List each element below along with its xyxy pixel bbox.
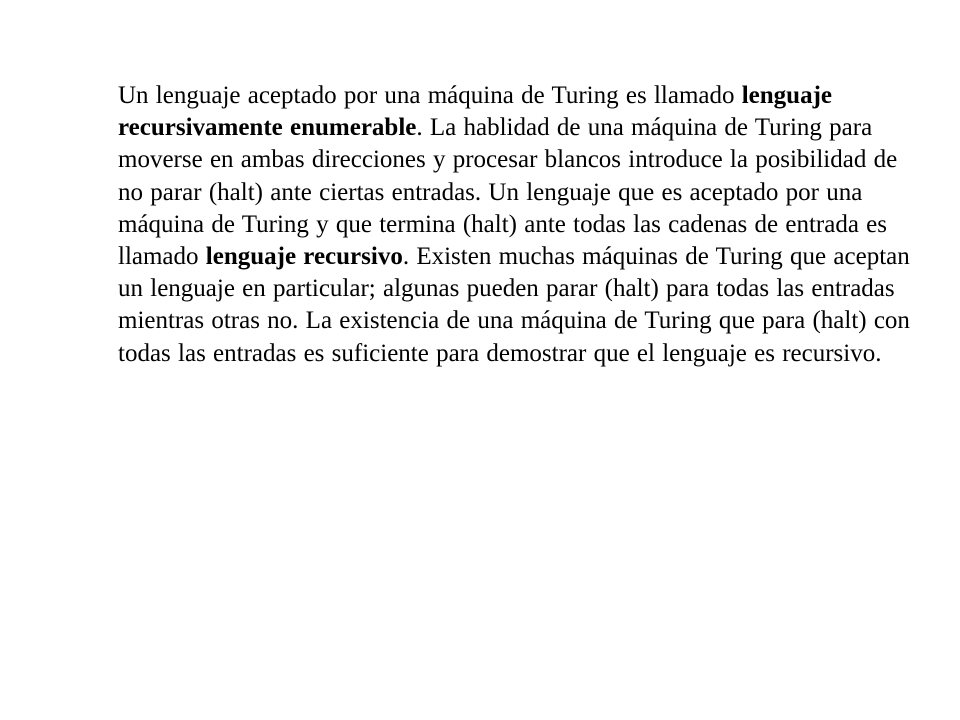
text-segment-intro: Un lenguaje aceptado por una máquina de Turing es llamado: [118, 82, 742, 109]
text-segment-middle: . La hablidad de una máquina de Turing para moverse en ambas direcciones y procesar blancos introduce la posibilidad de no parar (halt) ante ciertas entradas. Un lenguaje que es aceptado por una máquina de Turing y que termina (halt) ante todas las cadenas de entrada es llamado: [118, 114, 905, 271]
body-paragraph: [118, 80, 918, 370]
text-segment-end: . Existen muchas máquinas de Turing que aceptan un lenguaje en particular; algunas pueden parar (halt) para todas las entradas mientras otras no. La existencia de una máquina de Turing que para (halt) con todas las entradas es suficiente para demostrar que el lenguaje es recursivo.: [118, 243, 918, 367]
term-recursively-enumerable: lenguaje recursivamente enumerable: [118, 82, 840, 142]
term-recursive-language: lenguaje recursivo: [205, 243, 403, 271]
